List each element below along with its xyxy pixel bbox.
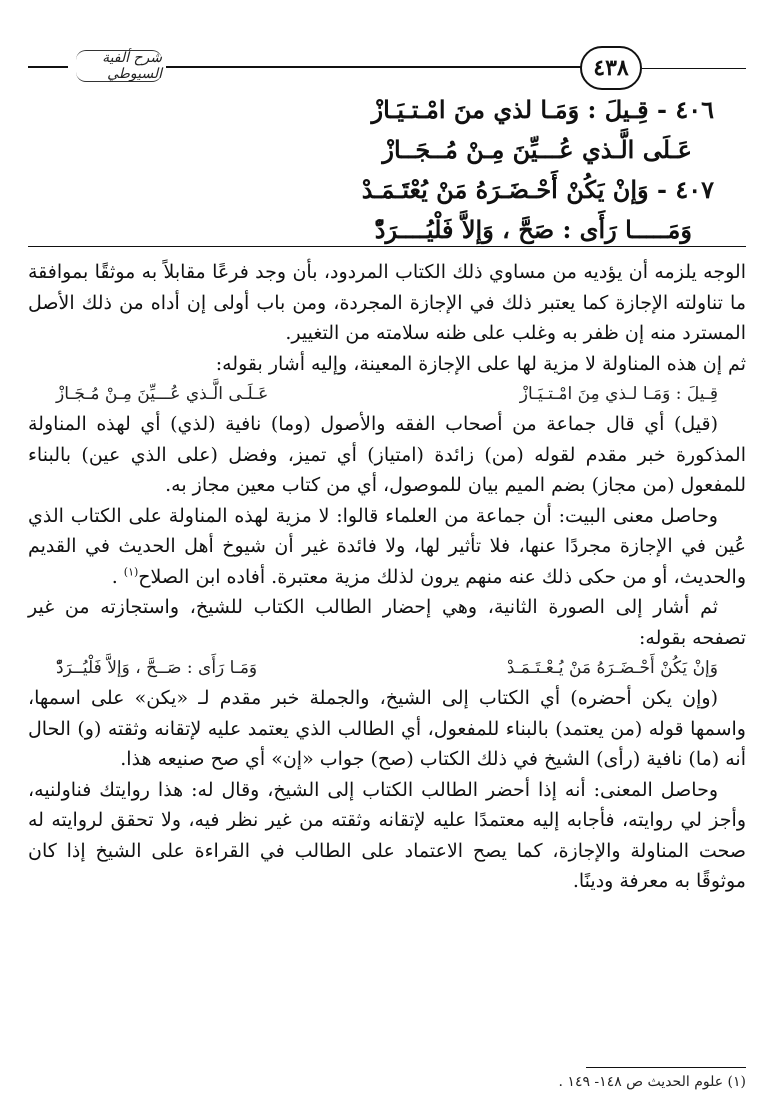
quoted-verse-407	[28, 653, 746, 683]
running-book-title	[76, 46, 162, 86]
page-header	[28, 40, 746, 92]
quoted-verse-406-second: عَـلَـى الَّـذي عُـــيِّنَ مِـنْ مُـجَـازْ	[56, 384, 269, 404]
verse-407-second-hemistich: وَمَـــــا رَأَى : صَحَّ ، وَإلاَّ فَلْيُــــرَدّْ	[374, 215, 692, 244]
quoted-verse-407-first: وَإنْ يَكُنْ أَحْـضَـرَهُ مَنْ يُـعْـتَـمَـدْ	[506, 658, 718, 678]
footnote-marker[interactable]: (١)	[123, 565, 139, 579]
paragraph-2: ثم إن هذه المناولة لا مزية لها على الإجازة المعينة، وإليه أشار بقوله:	[215, 352, 746, 375]
header-rule-left	[28, 66, 68, 68]
paragraph-3: (قيل) أي قال جماعة من أصحاب الفقه والأصول (وما) نافية (لذي) أي لهذه المناولة المذكورة خبر مقدم لقوله (من) زائدة (امتياز) أي تميز، وفضل (على الذي عين) بالبناء للمفعول (من مجاز) بضم الميم بيان للموصول، أي من كتاب معين مجاز به.	[28, 413, 746, 496]
footnote-text: (١) علوم الحديث ص ١٤٨- ١٤٩ .	[558, 1074, 746, 1090]
commentary-text	[28, 257, 746, 897]
footnote-separator-rule	[586, 1067, 746, 1068]
quoted-verse-407-second: وَمَـا رَأَى : صَــحَّ ، وَإلاَّ فَلْيُــرَدّْ	[56, 658, 258, 678]
paragraph-4-end: .	[111, 565, 124, 588]
verse-406-first-hemistich: ٤٠٦ - قِـيلَ : وَمَـا لذي منَ امْـتـيَـازْ	[371, 95, 714, 124]
quoted-verse-406-first: قِـيلَ : وَمَـا لـذي مِنَ امْـتـيَـازْ	[519, 384, 718, 404]
book-title-text: شرح ألفية السيوطي	[102, 50, 162, 82]
verse-407-first-hemistich: ٤٠٧ - وَإنْ يَكُنْ أَحْـضَـرَهُ مَنْ يُعْتَـمَـدْ	[361, 175, 714, 204]
verse-406-second-hemistich: عَـلَى الَّـذي عُـــيِّنَ مِـنْ مُــجَــازْ	[382, 135, 692, 164]
paragraph-5: ثم أشار إلى الصورة الثانية، وهي إحضار الطالب الكتاب للشيخ، واستجازته من غير تصفحه بقوله:	[28, 596, 746, 649]
verse-block	[104, 90, 714, 250]
header-rule-middle	[166, 66, 586, 68]
paragraph-7: وحاصل المعنى: أنه إذا أحضر الطالب الكتاب إلى الشيخ، وقال له: هذا روايتك فناولنيه، وأجز لي روايته، فأجابه إليه معتمدًا عليه لإتقانه وثقته من غير نظر فيه، ولا تحقق لروايته له صحت المناولة والإجازة، كما يصح الاعتماد على الطالب في القراءة على الشيخ إذا كان موثوقًا به معرفة ودينًا.	[28, 778, 746, 892]
page-number: ٤٣٨	[580, 46, 642, 90]
verse-separator-rule	[28, 246, 746, 247]
paragraph-4	[28, 501, 746, 593]
header-rule-right	[642, 68, 746, 69]
paragraph-1: الوجه يلزمه أن يؤديه من مساوي ذلك الكتاب المردود، بأن وجد فرعًا مقابلاً به موثقًا بموافقة ما تناولته الإجازة كما يعتبر ذلك في الإجازة المجردة، ومن باب أولى إن أداه من ذلك الأصل المسترد منه إن ظفر به وغلب على ظنه سلامته من التغيير.	[28, 261, 746, 344]
title-ornament-frame	[76, 50, 162, 82]
paragraph-4-text: وحاصل معنى البيت: أن جماعة من العلماء قالوا: لا مزية لهذه المناولة على الكتاب الذي عُين في الإجازة مجردًا عنها، فلا تأثير لها، ولا فائدة غير أن شيوخ أهل الحديث في القديم والحديث، أو من حكى ذلك عنه منهم يرون لذلك مزية معتبرة. أفاده ابن الصلاح	[28, 504, 746, 588]
paragraph-6: (وإن يكن أحضره) أي الكتاب إلى الشيخ، والجملة خبر مقدم لـ «يكن» على اسمها، واسمها قوله (من يعتمد) بالبناء للمفعول، أي الطالب الذي يعتمد عليه لإتقانه وثقته (و) الحال أنه (ما) نافية (رأى) الشيخ في ذلك الكتاب (صح) جواب «إن» أي صح صنيعه هذا.	[28, 687, 746, 770]
quoted-verse-406	[28, 379, 746, 409]
